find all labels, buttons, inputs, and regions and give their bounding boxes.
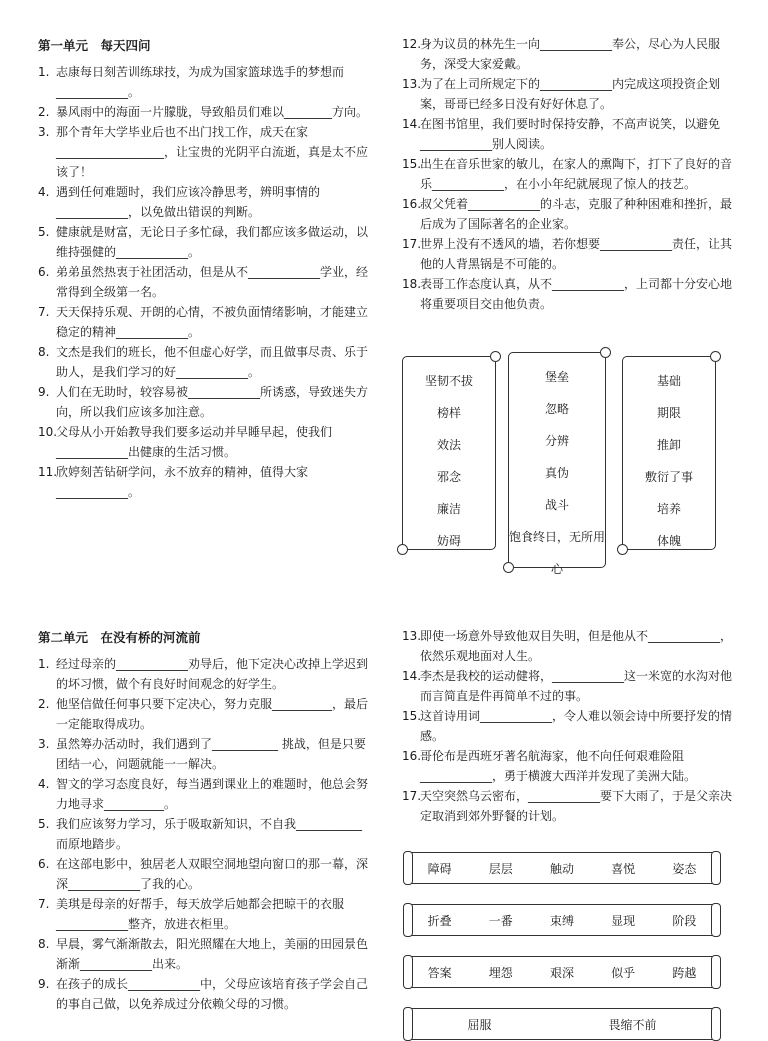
question-number: 2. xyxy=(38,105,50,119)
question-item xyxy=(38,262,370,302)
question-number: 17. xyxy=(402,237,422,251)
unit2-left-questions xyxy=(38,654,370,1014)
question-text: 他坚信做任何事只要下定决心，努力克服__________，最后一定能取得成功。 xyxy=(56,697,369,731)
question-text: 经过母亲的____________劝导后，他下定决心改掉上学迟到的坏习惯，做个有良好时间观念的好学生。 xyxy=(56,657,369,691)
question-item xyxy=(402,34,732,74)
question-number: 9. xyxy=(38,385,50,399)
word-option: 跨越 xyxy=(672,965,697,980)
question-item xyxy=(402,746,732,786)
word-option: 饱食终日，无所用心 xyxy=(509,530,606,576)
question-text: 志康每日刻苦训练球技，为成为国家篮球选手的梦想而____________。 xyxy=(56,65,345,99)
question-text: 遇到任何难题时，我们应该冷静思考，辨明事情的____________，以免做出错误的判断。 xyxy=(56,185,321,219)
word-option: 期限 xyxy=(656,406,681,420)
question-text: 在图书馆里，我们要时时保持安静，不高声说笑，以避免____________别人阅读。 xyxy=(420,117,721,151)
word-option: 体魄 xyxy=(656,534,681,548)
question-number: 2. xyxy=(38,697,50,711)
question-text: 文杰是我们的班长，他不但虚心好学，而且做事尽责、乐于助人，是我们学习的好____________。 xyxy=(56,345,369,379)
question-text: 健康就是财富，无论日子多忙碌，我们都应该多做运动，以维持强健的____________。 xyxy=(56,225,369,259)
question-item xyxy=(38,62,370,102)
question-text: 那个青年大学毕业后也不出门找工作，成天在家__________________，让宝贵的光阴平白流逝，真是太不应该了！ xyxy=(56,125,369,179)
question-text: 虽然筹办活动时，我们遇到了___________ 挑战，但是只要团结一心，问题就能一一解决。 xyxy=(56,737,366,771)
question-number: 6. xyxy=(38,265,50,279)
question-number: 4. xyxy=(38,777,50,791)
word-option: 真伪 xyxy=(544,466,569,480)
question-number: 18. xyxy=(402,277,422,291)
word-option: 束缚 xyxy=(549,913,574,928)
word-option: 战斗 xyxy=(544,498,569,512)
question-text: 表哥工作态度认真，从不____________，上司都十分安心地将重要项目交由他负责。 xyxy=(420,277,733,311)
question-text: 天空突然乌云密布，____________要下大雨了，于是父亲决定取消到郊外野餐的计划。 xyxy=(420,789,733,823)
question-number: 16. xyxy=(402,197,422,211)
question-number: 15. xyxy=(402,157,422,171)
question-number: 5. xyxy=(38,817,50,831)
question-text: 李杰是我校的运动健将，____________这一米宽的水沟对他而言简直是件再简单不过的事。 xyxy=(420,669,733,703)
word-option: 障碍 xyxy=(427,861,452,876)
question-text: 在这部电影中，独居老人双眼空洞地望向窗口的那一幕，深深____________了我的心。 xyxy=(56,857,369,891)
question-number: 15. xyxy=(402,709,422,723)
question-item xyxy=(402,114,732,154)
question-number: 3. xyxy=(38,737,50,751)
question-item xyxy=(38,122,370,182)
question-number: 9. xyxy=(38,977,50,991)
word-option: 阶段 xyxy=(672,913,697,928)
word-bar-3 xyxy=(408,956,716,988)
question-text: 天天保持乐观、开朗的心情，不被负面情绪影响，才能建立稳定的精神____________。 xyxy=(56,305,369,339)
question-number: 10. xyxy=(38,425,58,439)
word-option: 显现 xyxy=(611,913,636,928)
question-number: 14. xyxy=(402,669,422,683)
question-item xyxy=(38,734,370,774)
word-option: 忽略 xyxy=(544,402,569,416)
unit1-left-column xyxy=(38,36,370,502)
question-text: 我们应该努力学习，乐于吸取新知识，不自我___________而原地踏步。 xyxy=(56,817,363,851)
question-text: 弟弟虽然热衷于社团活动，但是从不____________学业，经常得到全级第一名。 xyxy=(56,265,369,299)
question-item xyxy=(38,814,370,854)
question-item xyxy=(38,694,370,734)
question-item xyxy=(38,654,370,694)
question-item xyxy=(38,342,370,382)
question-item xyxy=(38,222,370,262)
question-text: 早晨，雾气渐渐散去，阳光照耀在大地上，美丽的田园景色渐渐____________出来。 xyxy=(56,937,369,971)
question-text: 出生在音乐世家的敏儿，在家人的熏陶下，打下了良好的音乐____________，在小小年纪就展现了惊人的技艺。 xyxy=(420,157,733,191)
word-option: 坚韧不拔 xyxy=(424,374,473,388)
word-scroll-1 xyxy=(402,356,496,550)
question-item xyxy=(38,102,370,122)
question-item xyxy=(38,382,370,422)
question-number: 5. xyxy=(38,225,50,239)
question-item xyxy=(38,774,370,814)
question-text: 世界上没有不透风的墙，若你想要____________责任，让其他的人背黑锅是不可能的。 xyxy=(420,237,733,271)
question-item xyxy=(38,302,370,342)
word-option: 姿态 xyxy=(672,861,697,876)
question-text: 即使一场意外导致他双目失明，但是他从不____________，依然乐观地面对人生。 xyxy=(420,629,733,663)
question-item xyxy=(38,182,370,222)
word-bar-4 xyxy=(408,1008,716,1040)
question-number: 4. xyxy=(38,185,50,199)
word-scroll-3 xyxy=(622,356,716,550)
question-number: 16. xyxy=(402,749,422,763)
word-option: 答案 xyxy=(427,965,452,980)
word-option: 效法 xyxy=(436,438,461,452)
question-item xyxy=(402,74,732,114)
question-text: 叔父凭着____________的斗志，克服了种种困难和挫折，最后成为了国际著名的企业家。 xyxy=(420,197,733,231)
question-text: 在孩子的成长____________中，父母应该培育孩子学会自己的事自己做，以免养成过分依赖父母的习惯。 xyxy=(56,977,369,1011)
question-item xyxy=(402,666,732,706)
question-item xyxy=(38,422,370,462)
word-option: 推卸 xyxy=(656,438,681,452)
question-number: 7. xyxy=(38,305,50,319)
word-option: 艰深 xyxy=(549,965,574,980)
word-bar-1 xyxy=(408,852,716,884)
question-number: 11. xyxy=(38,465,58,479)
question-number: 6. xyxy=(38,857,50,871)
question-text: 为了在上司所规定下的____________内完成这项投资企划案，哥哥已经多日没有好好休息了。 xyxy=(420,77,721,111)
question-number: 8. xyxy=(38,345,50,359)
question-item xyxy=(38,974,370,1014)
unit1-right-questions xyxy=(402,34,732,314)
question-text: 这首诗用词____________，令人难以领会诗中所要抒发的情感。 xyxy=(420,709,733,743)
question-item xyxy=(38,934,370,974)
unit2-left-column xyxy=(38,628,370,1014)
word-option: 敷衍了事 xyxy=(644,470,693,484)
question-item xyxy=(402,154,732,194)
question-number: 14. xyxy=(402,117,422,131)
question-item xyxy=(402,194,732,234)
word-option: 喜悦 xyxy=(611,861,636,876)
word-option: 分辨 xyxy=(544,434,569,448)
word-option: 埋怨 xyxy=(488,965,513,980)
question-item xyxy=(402,626,732,666)
question-number: 13. xyxy=(402,77,422,91)
word-option: 邪念 xyxy=(436,470,461,484)
question-number: 1. xyxy=(38,657,50,671)
question-item xyxy=(402,706,732,746)
question-text: 智文的学习态度良好，每当遇到课业上的难题时，他总会努力地寻求__________。 xyxy=(56,777,369,811)
word-bar-2 xyxy=(408,904,716,936)
word-option: 一番 xyxy=(488,913,513,928)
question-number: 17. xyxy=(402,789,422,803)
word-option: 榜样 xyxy=(436,406,461,420)
word-option: 堡垒 xyxy=(544,370,569,384)
question-text: 欣婷刻苦钻研学问，永不放弃的精神，值得大家____________。 xyxy=(56,465,309,499)
question-text: 美琪是母亲的好帮手，每天放学后她都会把晾干的衣服____________整齐，放进衣柜里。 xyxy=(56,897,345,931)
word-option: 基础 xyxy=(656,374,681,388)
word-scroll-2 xyxy=(508,352,606,576)
word-option: 触动 xyxy=(549,861,574,876)
question-text: 暴风雨中的海面一片朦胧，导致船员们难以________方向。 xyxy=(56,105,369,119)
unit1-left-questions xyxy=(38,62,370,502)
question-text: 身为议员的林先生一向____________奉公，尽心为人民服务，深受大家爱戴。 xyxy=(420,37,721,71)
unit1-title: 第一单元 每天四问 xyxy=(38,38,151,53)
question-number: 12. xyxy=(402,37,422,51)
word-option: 廉洁 xyxy=(436,502,461,516)
question-item xyxy=(38,854,370,894)
unit1-right-column xyxy=(402,34,732,314)
question-item xyxy=(402,274,732,314)
question-item xyxy=(402,234,732,274)
question-number: 3. xyxy=(38,125,50,139)
word-option: 似乎 xyxy=(611,965,636,980)
question-number: 7. xyxy=(38,897,50,911)
question-text: 哥伦布是西班牙著名航海家，他不向任何艰难险阻____________，勇于横渡大西洋并发现了美洲大陆。 xyxy=(420,749,697,783)
question-text: 父母从小开始教导我们要多运动并早睡早起，使我们____________出健康的生活习惯。 xyxy=(56,425,333,459)
question-item xyxy=(38,894,370,934)
question-text: 人们在无助时，较容易被____________所诱惑，导致迷失方向，所以我们应该多加注意。 xyxy=(56,385,369,419)
unit2-title: 第二单元 在没有桥的河流前 xyxy=(38,630,201,645)
question-item xyxy=(402,786,732,826)
unit2-right-column xyxy=(402,626,732,826)
unit2-right-questions xyxy=(402,626,732,826)
word-option: 畏缩不前 xyxy=(608,1017,657,1032)
question-number: 13. xyxy=(402,629,422,643)
word-option: 折叠 xyxy=(427,913,452,928)
word-option: 屈服 xyxy=(467,1017,492,1032)
question-number: 1. xyxy=(38,65,50,79)
word-option: 妨碍 xyxy=(436,534,461,548)
question-item xyxy=(38,462,370,502)
question-number: 8. xyxy=(38,937,50,951)
word-option: 培养 xyxy=(656,502,681,516)
word-option: 层层 xyxy=(488,861,513,876)
